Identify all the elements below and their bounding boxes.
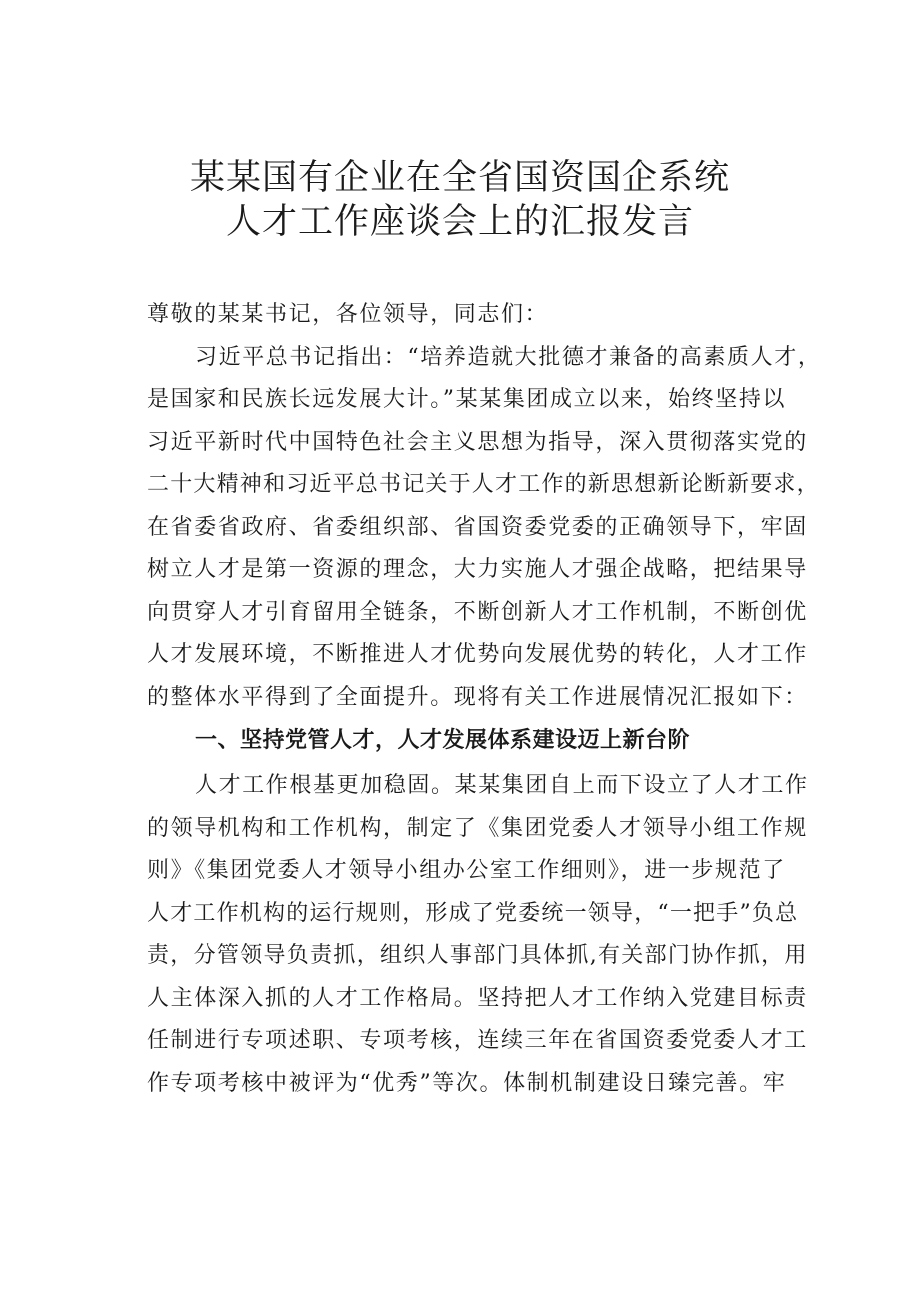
intro-line: 人才发展环境，不断推进人才优势向发展优势的转化，人才工作: [147, 642, 808, 667]
intro-line: 是国家和民族长远发展大计。”某某集团成立以来，始终坚持以: [147, 387, 787, 412]
intro-line: 二十大精神和习近平总书记关于人才工作的新思想新论断新要求，: [147, 472, 820, 497]
section-line: 任制进行专项述职、专项考核，连续三年在省国资委党委人才工: [147, 1028, 808, 1053]
section-heading: 一、坚持党管人才，人才发展体系建设迈上新台阶: [195, 728, 691, 753]
intro-line: 习近平总书记指出：“培养造就大批德才兼备的高素质人才，: [195, 345, 822, 370]
document-title-line-1: 某某国有企业在全省国资国企系统: [189, 158, 730, 198]
salutation: 尊敬的某某书记，各位领导，同志们：: [147, 302, 549, 327]
intro-line: 习近平新时代中国特色社会主义思想为指导，深入贯彻落实党的: [147, 430, 808, 455]
section-line: 作专项考核中被评为“优秀”等次。体制机制建设日臻完善。牢: [147, 1071, 787, 1096]
document-title-line-2: 人才工作座谈会上的汇报发言: [225, 202, 694, 242]
section-line: 的领导机构和工作机构，制定了《集团党委人才领导小组工作规: [147, 816, 808, 841]
section-line: 责，分管领导负责抓，组织人事部门具体抓,有关部门协作抓，用: [147, 943, 808, 968]
intro-line: 向贯穿人才引育留用全链条，不断创新人才工作机制，不断创优: [147, 600, 808, 625]
intro-line: 树立人才是第一资源的理念，大力实施人才强企战略，把结果导: [147, 557, 808, 582]
section-line: 人主体深入抓的人才工作格局。坚持把人才工作纳入党建目标责: [147, 986, 808, 1011]
section-line: 则》《集团党委人才领导小组办公室工作细则》，进一步规范了: [147, 858, 786, 883]
section-line: 人才工作根基更加稳固。某某集团自上而下设立了人才工作: [195, 773, 809, 798]
intro-line: 在省委省政府、省委组织部、省国资委党委的正确领导下，牢固: [147, 515, 808, 540]
intro-line: 的整体水平得到了全面提升。现将有关工作进展情况汇报如下：: [147, 685, 808, 710]
section-line: 人才工作机构的运行规则，形成了党委统一领导，“一把手”负总: [147, 901, 799, 926]
